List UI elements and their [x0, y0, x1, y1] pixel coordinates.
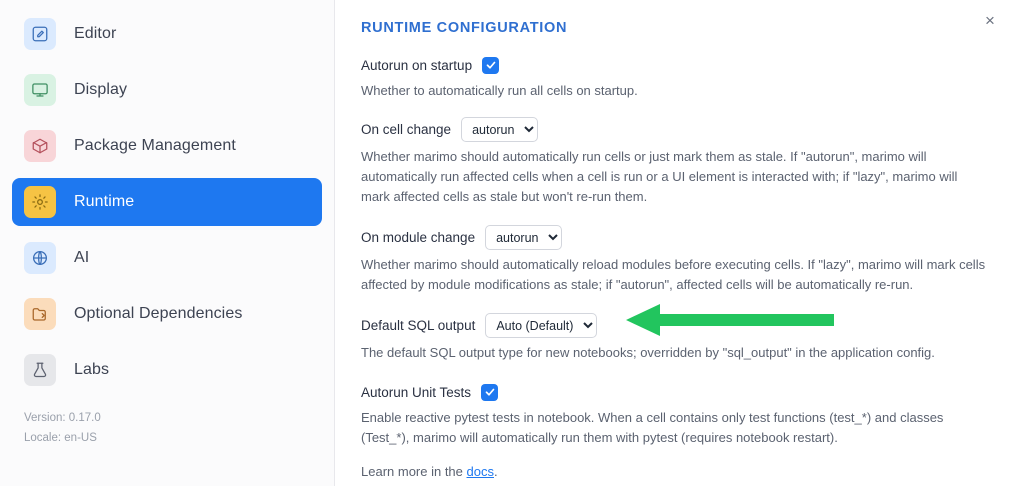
sidebar-item-ai[interactable] — [12, 234, 322, 282]
pencil-square-icon — [24, 18, 56, 50]
on-cell-change-select[interactable] — [461, 117, 538, 142]
docs-link[interactable]: docs — [466, 464, 494, 479]
package-box-icon — [24, 130, 56, 162]
sidebar-item-runtime[interactable] — [12, 178, 322, 226]
settings-sidebar — [0, 0, 335, 486]
default-sql-output-description: The default SQL output type for new notebooks; overridden by "sql_output" in the application config. — [361, 345, 935, 360]
sidebar-item-label: AI — [74, 249, 90, 266]
close-icon[interactable]: × — [985, 10, 995, 30]
on-module-change-select[interactable] — [485, 225, 562, 250]
learn-more-note — [361, 464, 986, 479]
autorun-unit-tests-description: Enable reactive pytest tests in notebook. When a cell contains only test functions (test_*) and classes (Test_*), marimo will automatically run them with pytest (requires notebook restart). — [361, 410, 944, 445]
sidebar-item-labs[interactable] — [12, 346, 322, 394]
on-module-change-description: Whether marimo should automatically reload modules before executing cells. If "lazy", marimo will mark cells affected by module modifications as stale; if "autorun", affected cells will be automatically re-run. — [361, 257, 986, 292]
sidebar-item-display[interactable] — [12, 66, 322, 114]
default-sql-output-label: Default SQL output — [361, 318, 476, 333]
on-module-change-label: On module change — [361, 230, 476, 245]
default-sql-output-select[interactable] — [485, 313, 597, 338]
setting-on-module-change — [361, 225, 986, 295]
sidebar-item-package-management[interactable] — [12, 122, 322, 170]
setting-default-sql-output — [361, 313, 986, 363]
sidebar-item-label: Optional Dependencies — [74, 305, 243, 322]
sidebar-item-label: Display — [74, 81, 128, 98]
page-title: RUNTIME CONFIGURATION — [361, 20, 568, 36]
autorun-unit-tests-checkbox[interactable] — [481, 384, 498, 401]
folder-icon — [24, 298, 56, 330]
sparkle-globe-icon — [24, 242, 56, 274]
sidebar-item-label: Runtime — [74, 193, 135, 210]
flask-icon — [24, 354, 56, 386]
monitor-icon — [24, 74, 56, 106]
on-cell-change-label: On cell change — [361, 122, 452, 137]
gear-icon — [24, 186, 56, 218]
sidebar-item-label: Labs — [74, 361, 110, 378]
sidebar-item-editor[interactable] — [12, 10, 322, 58]
autorun-on-startup-label: Autorun on startup — [361, 57, 473, 73]
autorun-on-startup-description: Whether to automatically run all cells on startup. — [361, 83, 638, 98]
setting-autorun-on-startup — [361, 54, 986, 101]
setting-on-cell-change — [361, 117, 986, 207]
runtime-configuration-panel — [335, 0, 1014, 486]
sidebar-item-label: Editor — [74, 25, 117, 42]
autorun-on-startup-checkbox[interactable] — [482, 57, 499, 74]
version-text: Version: 0.17.0 — [24, 412, 101, 424]
setting-autorun-unit-tests — [361, 381, 986, 448]
sidebar-footer — [24, 408, 101, 448]
sidebar-item-optional-dependencies[interactable] — [12, 290, 322, 338]
learn-more-suffix: . — [493, 464, 498, 479]
learn-more-prefix: Learn more in the — [361, 464, 467, 479]
on-cell-change-description: Whether marimo should automatically run cells or just mark them as stale. If "autorun", marimo will automatically run affected cells when a cell is run or a UI element is interacted with; if "lazy", marimo will mark affected cells as stale but won't re-run them. — [361, 149, 958, 204]
locale-text: Locale: en-US — [24, 432, 97, 444]
autorun-unit-tests-label: Autorun Unit Tests — [361, 384, 472, 400]
sidebar-item-label: Package Management — [74, 137, 236, 154]
